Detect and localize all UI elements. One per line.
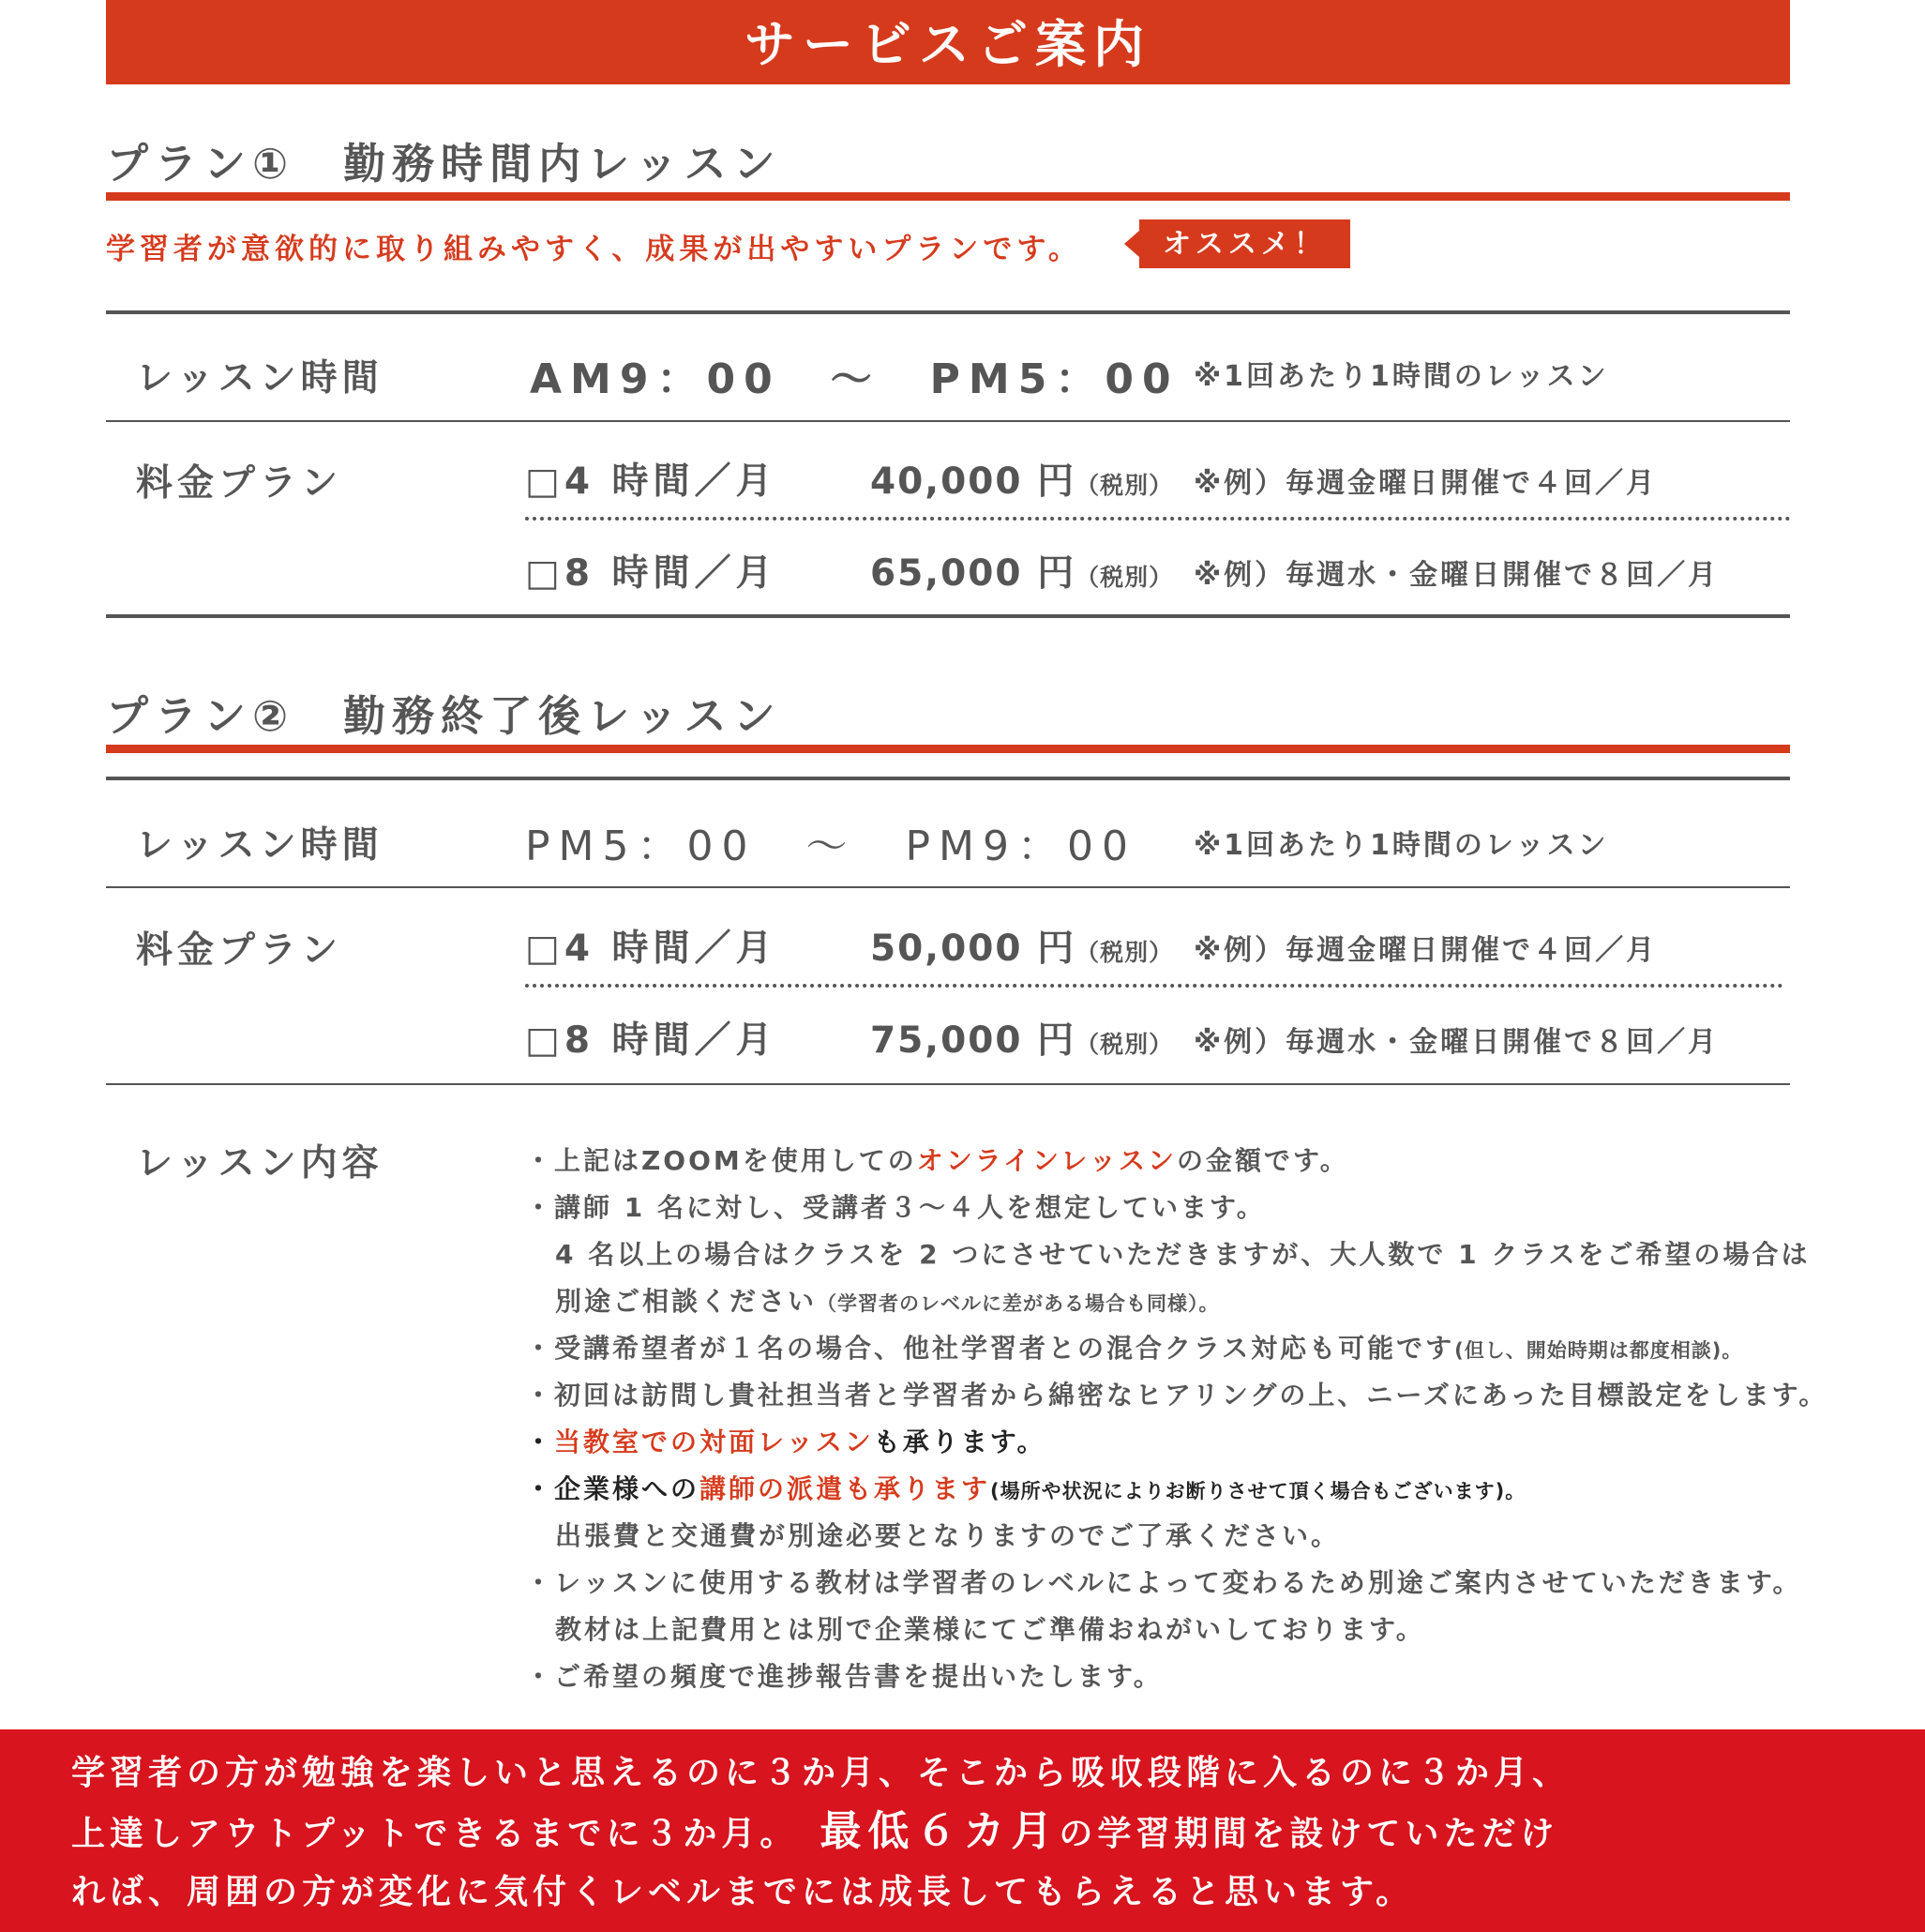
lesson-content-label: レッスン内容 xyxy=(136,1142,383,1185)
page-title: サービスご案内 xyxy=(744,15,1151,74)
plan1-row-divider xyxy=(106,420,1790,422)
footer-line-2 xyxy=(71,1803,1909,1864)
plan2-dotted-divider xyxy=(525,984,1783,988)
content-line-9: 出張費と交通費が別途必要となりますのでご了承ください。 xyxy=(555,1520,1341,1551)
content-line-12: ・ご希望の頻度で進捗報告書を提出いたします。 xyxy=(525,1661,1163,1692)
recommended-badge-label: オススメ！ xyxy=(1163,228,1327,261)
plan2-option1-tax: （税別） xyxy=(1075,939,1174,966)
content-line-11: 教材は上記費用とは別で企業様にてご準備おねがいしております。 xyxy=(555,1614,1425,1645)
plan1-option2-tax: （税別） xyxy=(1075,564,1174,591)
plan1-option2-hours: □8 時間／月 xyxy=(525,552,777,595)
plan2-fee-label: 料金プラン xyxy=(136,929,343,972)
content-line-4 xyxy=(555,1281,1220,1319)
plan1-time-label: レッスン時間 xyxy=(136,357,383,400)
minimum-period-highlight: 最低６カ月 xyxy=(820,1807,1060,1855)
content-line-8-a: ・企業様への xyxy=(525,1473,700,1504)
plan1-option1-example: ※例）毎週金曜日開催で４回／月 xyxy=(1194,467,1658,500)
content-line-7-c: も承ります。 xyxy=(873,1426,1046,1457)
plan2-option2-hours: □8 時間／月 xyxy=(525,1019,777,1062)
plan2-option1-hours: □4 時間／月 xyxy=(525,928,777,970)
plan1-option1-price xyxy=(870,452,1173,505)
plan2-option1-price xyxy=(870,919,1173,972)
content-line-2: ・講師 1 名に対し、受講者３～４人を想定しています。 xyxy=(525,1192,1266,1223)
content-line-5-b: (但し、開始時期は都度相談)。 xyxy=(1454,1339,1743,1362)
footer-line-1: 学習者の方が勉強を楽しいと思えるのに３か月、そこから吸収段階に入るのに３か月、 xyxy=(71,1754,1572,1792)
online-lesson-highlight: オンラインレッスン xyxy=(916,1145,1177,1176)
plan1-option1-price-value: 40,000 円 xyxy=(870,460,1076,503)
in-person-lesson-highlight: 当教室での対面レッスン xyxy=(554,1426,874,1457)
content-line-7-a: ・ xyxy=(525,1426,555,1457)
plan1-dotted-divider xyxy=(525,517,1791,521)
content-line-1-c: の金額です。 xyxy=(1176,1145,1349,1176)
plan1-option1-tax: （税別） xyxy=(1075,472,1174,499)
plan1-time-value: AM9：00 ～ PM5：00 xyxy=(530,355,1180,403)
plan2-option2-price xyxy=(870,1011,1173,1064)
plan2-row-divider xyxy=(106,886,1790,888)
plan1-time-note: ※1回あたり1時間のレッスン xyxy=(1194,360,1609,393)
content-line-4-a: 別途ご相談ください xyxy=(555,1286,818,1317)
plan2-time-label: レッスン時間 xyxy=(136,824,383,867)
content-line-5-a: ・受講希望者が１名の場合、他社学習者との混合クラス対応も可能です xyxy=(525,1333,1455,1364)
content-line-4-b: （学習者のレベルに差がある場合も同様）。 xyxy=(817,1292,1220,1315)
content-line-6: ・初回は訪問し貴社担当者と学習者から綿密なヒアリングの上、ニーズにあった目標設定をします。 xyxy=(525,1380,1828,1411)
content-line-3: 4 名以上の場合はクラスを 2 つにさせていただきますが、大人数で 1 クラスをご希望の場合は xyxy=(555,1239,1811,1270)
plan2-option1-price-value: 50,000 円 xyxy=(870,928,1076,970)
plan1-option1-hours: □4 時間／月 xyxy=(525,460,777,503)
plan1-fee-label: 料金プラン xyxy=(136,462,343,505)
plan1-option2-price xyxy=(870,544,1173,596)
plan2-time-value: PM5：00 ～ PM9：00 xyxy=(525,823,1136,870)
footer-line-3: れば、周囲の方が変化に気付くレベルまでには成長してもらえると思います。 xyxy=(71,1873,1415,1911)
plan1-option2-example: ※例）毎週水・金曜日開催で８回／月 xyxy=(1194,559,1720,592)
instructor-dispatch-highlight: 講師の派遣も承ります xyxy=(699,1473,991,1504)
plan1-table-top-rule xyxy=(106,310,1790,314)
plan2-time-note: ※1回あたり1時間のレッスン xyxy=(1194,829,1609,862)
content-line-8-c: (場所や状況によりお断りさせて頂く場合もございます)。 xyxy=(990,1480,1526,1502)
plan2-option1-example: ※例）毎週金曜日開催で４回／月 xyxy=(1194,934,1658,967)
plan2-table-top-rule xyxy=(106,777,1790,780)
plan2-option2-price-value: 75,000 円 xyxy=(870,1019,1076,1062)
footer-message xyxy=(71,1744,1909,1922)
plan1-option2-price-value: 65,000 円 xyxy=(870,552,1076,595)
plan1-table-bottom-rule xyxy=(106,614,1790,618)
plan1-subtitle: 学習者が意欲的に取り組みやすく、成果が出やすいプランです。 xyxy=(106,233,1082,266)
content-line-10: ・レッスンに使用する教材は学習者のレベルによって変わるため別途ご案内させていただきます。 xyxy=(525,1567,1802,1598)
content-line-8 xyxy=(525,1469,1526,1506)
plan2-title: プラン② 勤務終了後レッスン xyxy=(106,691,782,741)
plan1-title-underline xyxy=(106,192,1790,201)
content-line-1-a: ・上記はZOOMを使用しての xyxy=(525,1145,917,1176)
plan2-option2-example: ※例）毎週水・金曜日開催で８回／月 xyxy=(1194,1026,1720,1059)
content-line-5 xyxy=(525,1328,1742,1366)
footer-line-2-a: 上達しアウトプットできるまでに３か月。 xyxy=(71,1815,820,1853)
plan2-title-underline xyxy=(106,745,1790,753)
plan1-title: プラン① 勤務時間内レッスン xyxy=(106,139,782,189)
plan2-table-bottom-rule xyxy=(106,1083,1790,1085)
content-line-7 xyxy=(525,1422,1046,1459)
footer-line-2-c: の学習期間を設けていただけ xyxy=(1059,1815,1559,1853)
content-line-1 xyxy=(525,1140,1349,1178)
plan2-option2-tax: （税別） xyxy=(1075,1031,1174,1058)
